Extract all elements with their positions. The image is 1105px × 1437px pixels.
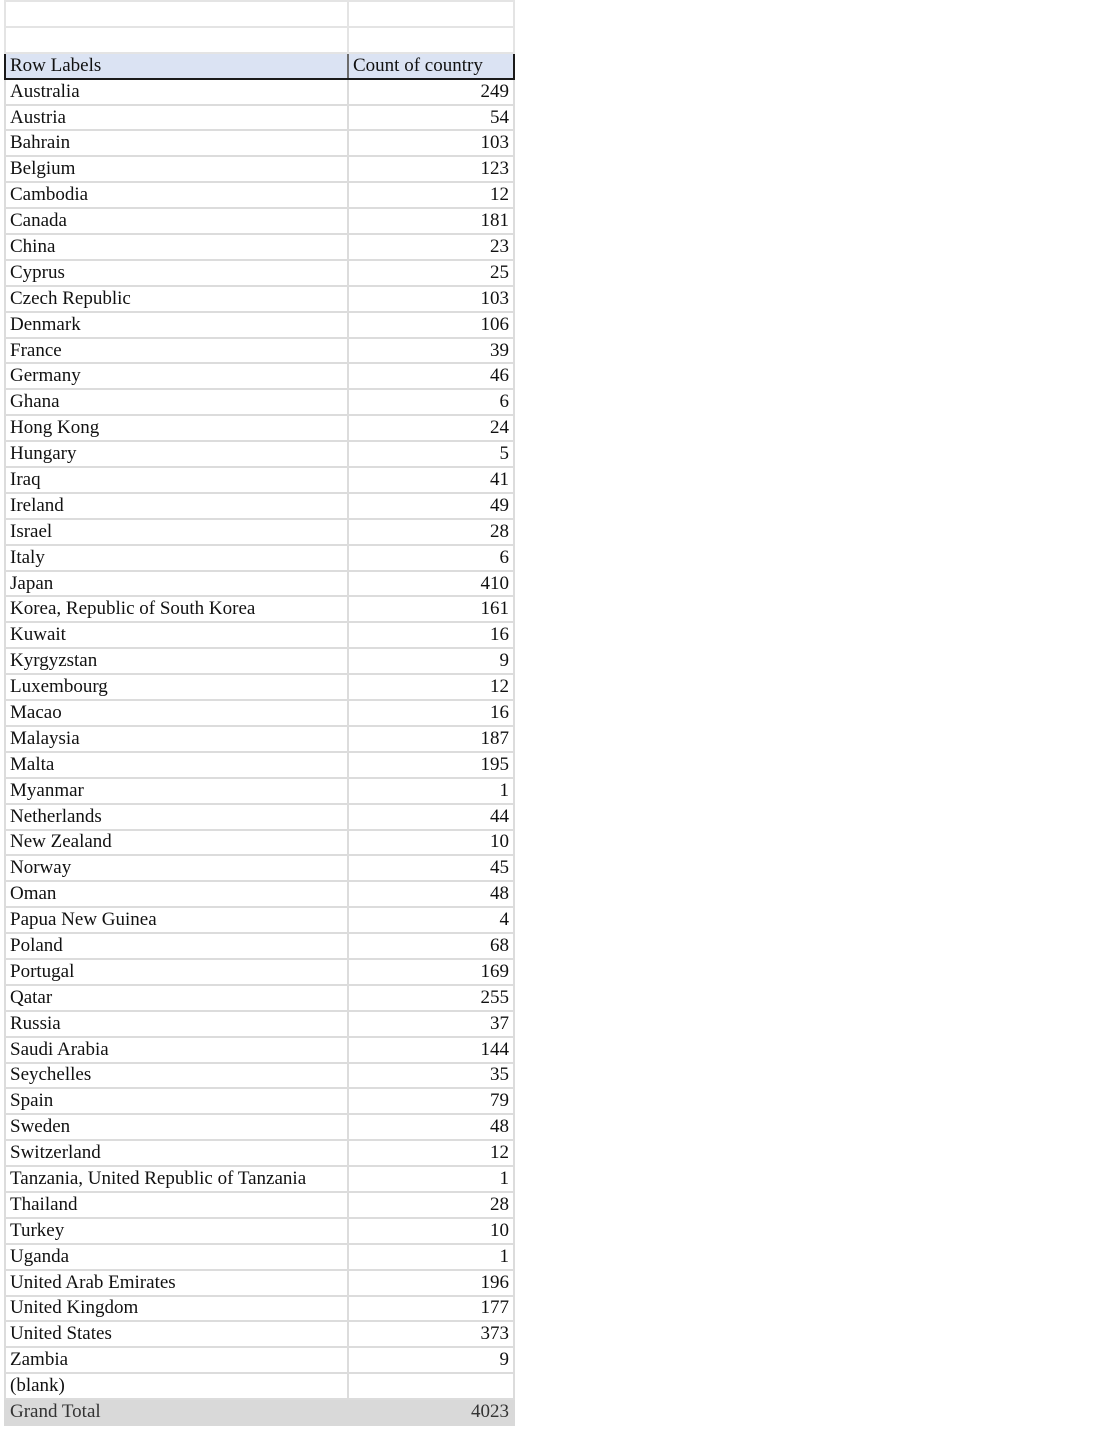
row-label-cell[interactable]: Turkey xyxy=(5,1218,348,1244)
row-label-cell[interactable]: Denmark xyxy=(5,312,348,338)
row-label-cell[interactable]: Hong Kong xyxy=(5,415,348,441)
table-row xyxy=(5,182,514,208)
table-row xyxy=(5,622,514,648)
count-cell[interactable]: 45 xyxy=(348,855,514,881)
table-row xyxy=(5,286,514,312)
row-label-cell[interactable]: Italy xyxy=(5,545,348,571)
count-cell[interactable]: 68 xyxy=(348,933,514,959)
table-row xyxy=(5,752,514,778)
count-cell[interactable] xyxy=(348,1373,514,1399)
row-label-cell[interactable]: Tanzania, United Republic of Tanzania xyxy=(5,1166,348,1192)
row-label-cell[interactable]: Switzerland xyxy=(5,1140,348,1166)
row-label-cell[interactable]: Ghana xyxy=(5,389,348,415)
count-cell[interactable]: 249 xyxy=(348,79,514,105)
count-cell[interactable]: 6 xyxy=(348,545,514,571)
row-label-cell[interactable]: Oman xyxy=(5,881,348,907)
empty-row xyxy=(5,1,514,27)
table-row xyxy=(5,415,514,441)
row-label-cell[interactable]: Thailand xyxy=(5,1192,348,1218)
count-cell[interactable]: 177 xyxy=(348,1296,514,1322)
table-row xyxy=(5,105,514,131)
count-cell[interactable]: 35 xyxy=(348,1063,514,1089)
table-row xyxy=(5,1296,514,1322)
count-cell[interactable]: 49 xyxy=(348,493,514,519)
row-label-cell[interactable]: Cyprus xyxy=(5,260,348,286)
table-row xyxy=(5,130,514,156)
row-label-cell[interactable]: Uganda xyxy=(5,1244,348,1270)
table-row xyxy=(5,1063,514,1089)
table-row xyxy=(5,312,514,338)
row-label-cell[interactable]: Japan xyxy=(5,571,348,597)
empty-cell[interactable] xyxy=(5,27,348,53)
grand-total-row xyxy=(5,1399,514,1425)
row-label-cell[interactable]: Bahrain xyxy=(5,130,348,156)
pivot-table xyxy=(4,0,515,1426)
table-row xyxy=(5,260,514,286)
row-label-cell[interactable]: Cambodia xyxy=(5,182,348,208)
table-row xyxy=(5,804,514,830)
table-row xyxy=(5,79,514,105)
empty-cell[interactable] xyxy=(5,1,348,27)
row-label-cell[interactable]: Czech Republic xyxy=(5,286,348,312)
row-label-cell[interactable]: Macao xyxy=(5,700,348,726)
count-cell[interactable]: 1 xyxy=(348,778,514,804)
table-row xyxy=(5,1088,514,1114)
count-cell[interactable]: 181 xyxy=(348,208,514,234)
row-label-cell[interactable]: Qatar xyxy=(5,985,348,1011)
count-cell[interactable]: 9 xyxy=(348,648,514,674)
count-cell[interactable]: 46 xyxy=(348,363,514,389)
empty-cell[interactable] xyxy=(348,1,514,27)
empty-row xyxy=(5,27,514,53)
table-row xyxy=(5,467,514,493)
row-label-cell[interactable]: Malaysia xyxy=(5,726,348,752)
table-row xyxy=(5,700,514,726)
count-cell[interactable]: 25 xyxy=(348,260,514,286)
count-cell[interactable]: 103 xyxy=(348,286,514,312)
count-cell[interactable]: 41 xyxy=(348,467,514,493)
table-row xyxy=(5,1192,514,1218)
count-cell[interactable]: 12 xyxy=(348,182,514,208)
row-label-cell[interactable]: Kuwait xyxy=(5,622,348,648)
table-row xyxy=(5,389,514,415)
grand-total-value[interactable]: 4023 xyxy=(348,1399,514,1425)
row-label-cell[interactable]: Malta xyxy=(5,752,348,778)
table-row xyxy=(5,1011,514,1037)
count-cell[interactable]: 106 xyxy=(348,312,514,338)
count-cell[interactable]: 195 xyxy=(348,752,514,778)
count-cell[interactable]: 1 xyxy=(348,1166,514,1192)
row-label-cell[interactable]: Iraq xyxy=(5,467,348,493)
grand-total-label[interactable]: Grand Total xyxy=(5,1399,348,1425)
count-cell[interactable]: 16 xyxy=(348,700,514,726)
row-label-cell[interactable]: Luxembourg xyxy=(5,674,348,700)
table-row xyxy=(5,493,514,519)
table-row xyxy=(5,234,514,260)
count-cell[interactable]: 24 xyxy=(348,415,514,441)
table-row xyxy=(5,338,514,364)
spreadsheet-grid xyxy=(4,0,515,1426)
row-label-cell[interactable]: Norway xyxy=(5,855,348,881)
table-row xyxy=(5,1037,514,1063)
row-label-cell[interactable]: Papua New Guinea xyxy=(5,907,348,933)
table-row xyxy=(5,596,514,622)
table-row xyxy=(5,985,514,1011)
count-cell[interactable]: 5 xyxy=(348,441,514,467)
count-cell[interactable]: 12 xyxy=(348,1140,514,1166)
row-label-cell[interactable]: Spain xyxy=(5,1088,348,1114)
count-cell[interactable]: 48 xyxy=(348,881,514,907)
row-label-cell[interactable]: Russia xyxy=(5,1011,348,1037)
count-cell[interactable]: 6 xyxy=(348,389,514,415)
count-cell[interactable]: 39 xyxy=(348,338,514,364)
table-row xyxy=(5,726,514,752)
count-cell[interactable]: 144 xyxy=(348,1037,514,1063)
count-cell[interactable]: 28 xyxy=(348,1192,514,1218)
row-label-cell[interactable]: Kyrgyzstan xyxy=(5,648,348,674)
table-row xyxy=(5,1114,514,1140)
row-label-cell[interactable]: (blank) xyxy=(5,1373,348,1399)
row-label-cell[interactable]: Seychelles xyxy=(5,1063,348,1089)
count-cell[interactable]: 23 xyxy=(348,234,514,260)
row-label-cell[interactable]: United Kingdom xyxy=(5,1296,348,1322)
table-row xyxy=(5,1321,514,1347)
row-label-cell[interactable]: New Zealand xyxy=(5,830,348,856)
row-label-cell[interactable]: Hungary xyxy=(5,441,348,467)
table-row xyxy=(5,519,514,545)
count-cell[interactable]: 10 xyxy=(348,830,514,856)
row-label-cell[interactable]: Germany xyxy=(5,363,348,389)
row-label-cell[interactable]: Zambia xyxy=(5,1347,348,1373)
count-cell[interactable]: 169 xyxy=(348,959,514,985)
count-cell[interactable]: 28 xyxy=(348,519,514,545)
table-row xyxy=(5,1270,514,1296)
count-cell[interactable]: 44 xyxy=(348,804,514,830)
row-label-cell[interactable]: Poland xyxy=(5,933,348,959)
count-cell[interactable]: 187 xyxy=(348,726,514,752)
table-row xyxy=(5,648,514,674)
table-row xyxy=(5,778,514,804)
table-row xyxy=(5,959,514,985)
count-cell[interactable]: 196 xyxy=(348,1270,514,1296)
count-cell[interactable]: 37 xyxy=(348,1011,514,1037)
row-label-cell[interactable]: Austria xyxy=(5,105,348,131)
count-cell[interactable]: 103 xyxy=(348,130,514,156)
row-label-cell[interactable]: United Arab Emirates xyxy=(5,1270,348,1296)
table-row xyxy=(5,830,514,856)
table-row xyxy=(5,1140,514,1166)
count-cell[interactable]: 9 xyxy=(348,1347,514,1373)
row-label-cell[interactable]: Sweden xyxy=(5,1114,348,1140)
count-cell[interactable]: 79 xyxy=(348,1088,514,1114)
row-label-cell[interactable]: Belgium xyxy=(5,156,348,182)
table-row xyxy=(5,545,514,571)
table-row xyxy=(5,1218,514,1244)
row-label-cell[interactable]: Canada xyxy=(5,208,348,234)
count-cell[interactable]: 410 xyxy=(348,571,514,597)
count-cell[interactable]: 255 xyxy=(348,985,514,1011)
table-row xyxy=(5,571,514,597)
empty-cell[interactable] xyxy=(348,27,514,53)
count-cell[interactable]: 54 xyxy=(348,105,514,131)
row-label-cell[interactable]: Ireland xyxy=(5,493,348,519)
table-row xyxy=(5,363,514,389)
row-label-cell[interactable]: Korea, Republic of South Korea xyxy=(5,596,348,622)
table-row xyxy=(5,208,514,234)
count-cell[interactable]: 373 xyxy=(348,1321,514,1347)
table-row xyxy=(5,907,514,933)
row-label-cell[interactable]: France xyxy=(5,338,348,364)
row-label-cell[interactable]: Israel xyxy=(5,519,348,545)
row-label-cell[interactable]: China xyxy=(5,234,348,260)
count-cell[interactable]: 4 xyxy=(348,907,514,933)
table-row xyxy=(5,881,514,907)
row-label-cell[interactable]: United States xyxy=(5,1321,348,1347)
pivot-header-row xyxy=(5,53,514,79)
row-label-cell[interactable]: Australia xyxy=(5,79,348,105)
table-row xyxy=(5,156,514,182)
count-cell[interactable]: 12 xyxy=(348,674,514,700)
row-label-cell[interactable]: Portugal xyxy=(5,959,348,985)
row-labels-header[interactable]: Row Labels xyxy=(5,53,348,79)
row-label-cell[interactable]: Netherlands xyxy=(5,804,348,830)
count-cell[interactable]: 10 xyxy=(348,1218,514,1244)
table-row xyxy=(5,855,514,881)
table-row xyxy=(5,1373,514,1399)
table-row xyxy=(5,1244,514,1270)
table-row xyxy=(5,441,514,467)
count-cell[interactable]: 161 xyxy=(348,596,514,622)
row-label-cell[interactable]: Myanmar xyxy=(5,778,348,804)
count-cell[interactable]: 48 xyxy=(348,1114,514,1140)
count-cell[interactable]: 1 xyxy=(348,1244,514,1270)
count-header[interactable]: Count of country xyxy=(348,53,514,79)
table-row xyxy=(5,933,514,959)
table-row xyxy=(5,674,514,700)
count-cell[interactable]: 16 xyxy=(348,622,514,648)
count-cell[interactable]: 123 xyxy=(348,156,514,182)
table-row xyxy=(5,1347,514,1373)
table-row xyxy=(5,1166,514,1192)
row-label-cell[interactable]: Saudi Arabia xyxy=(5,1037,348,1063)
